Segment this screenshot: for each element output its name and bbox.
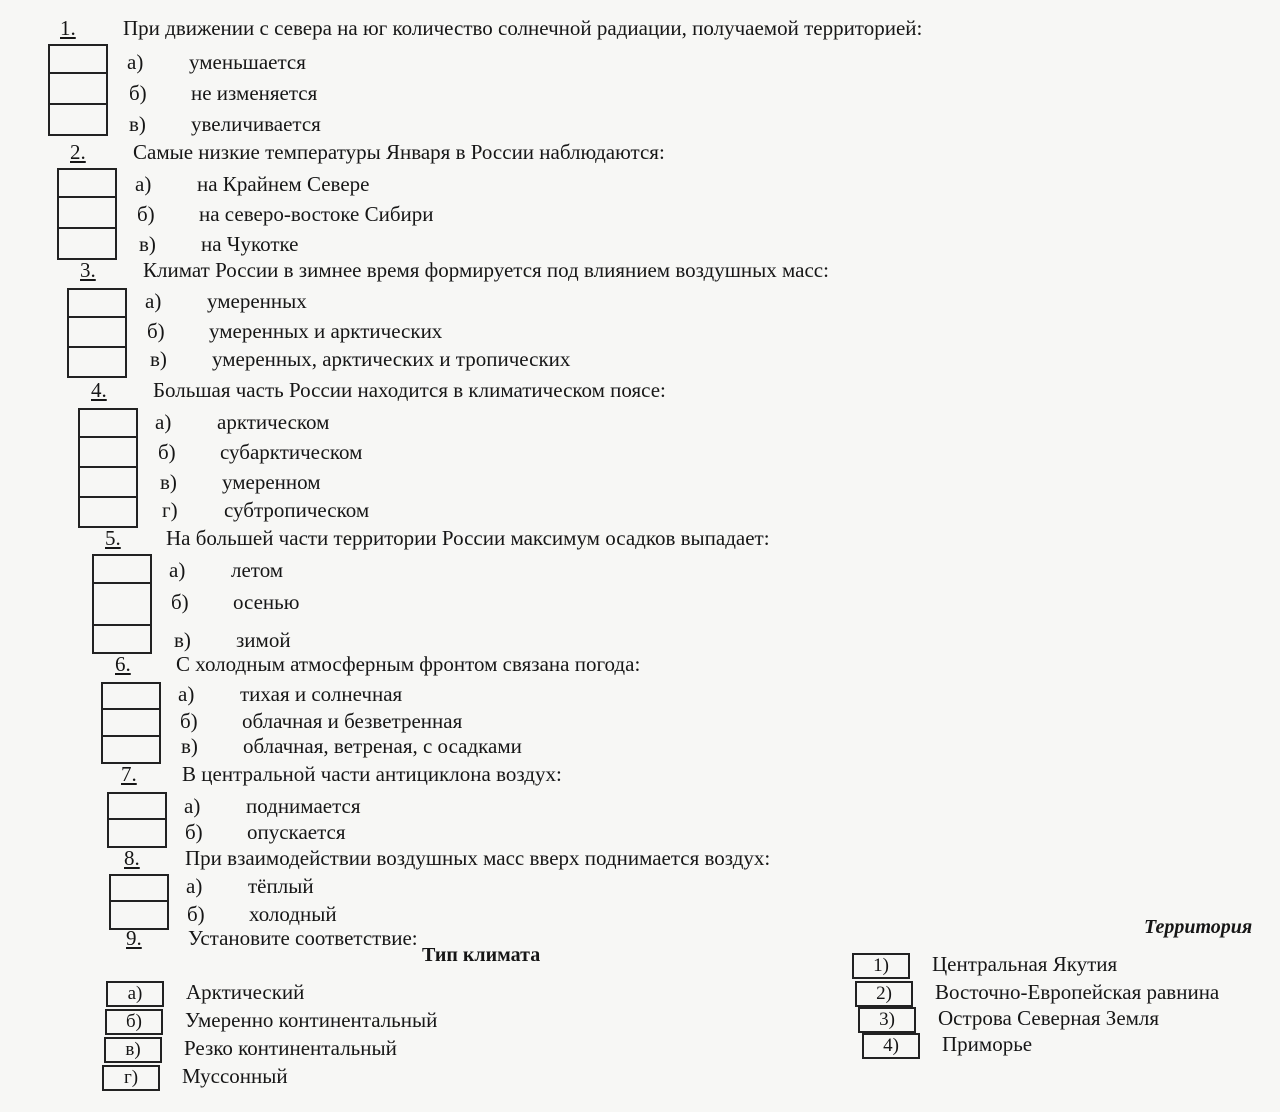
answer-box[interactable] bbox=[78, 468, 138, 498]
matching-right-text: Острова Северная Земля bbox=[938, 1006, 1160, 1030]
answer-box[interactable] bbox=[78, 498, 138, 528]
question-number: 7. bbox=[121, 762, 137, 786]
matching-right-row bbox=[855, 980, 1219, 1007]
matching-left-row bbox=[104, 1036, 397, 1063]
question-number: 6. bbox=[115, 652, 131, 676]
question-number: 5. bbox=[105, 526, 121, 550]
matching-left-text: Резко континентальный bbox=[184, 1036, 397, 1060]
matching-right-row bbox=[858, 1006, 1159, 1033]
option: б) облачная и безветренная bbox=[180, 709, 463, 733]
answer-boxes[interactable] bbox=[57, 168, 117, 260]
answer-boxes[interactable] bbox=[48, 44, 108, 136]
matching-left-label[interactable]: а) bbox=[106, 981, 164, 1007]
option: а) на Крайнем Севере bbox=[135, 172, 370, 196]
answer-box[interactable] bbox=[101, 710, 161, 737]
matching-right-label[interactable]: 3) bbox=[858, 1007, 916, 1033]
option: б) на северо-востоке Сибири bbox=[137, 202, 434, 226]
answer-box[interactable] bbox=[92, 584, 152, 626]
matching-right-label[interactable]: 1) bbox=[852, 953, 910, 979]
option: а) тёплый bbox=[186, 874, 314, 898]
question-text: Самые низкие температуры Января в России наблюдаются: bbox=[133, 140, 665, 164]
answer-box[interactable] bbox=[57, 198, 117, 229]
option: а) тихая и солнечная bbox=[178, 682, 403, 706]
question-number: 4. bbox=[91, 378, 107, 402]
option: б) не изменяется bbox=[129, 81, 318, 105]
matching-left-text: Муссонный bbox=[182, 1064, 288, 1088]
matching-right-row bbox=[862, 1032, 1032, 1059]
answer-box[interactable] bbox=[48, 105, 108, 136]
matching-left-row bbox=[102, 1064, 288, 1091]
matching-right-label[interactable]: 4) bbox=[862, 1033, 920, 1059]
answer-box[interactable] bbox=[67, 288, 127, 318]
matching-left-label[interactable]: в) bbox=[104, 1037, 162, 1063]
option: б) холодный bbox=[187, 902, 337, 926]
answer-box[interactable] bbox=[57, 229, 117, 260]
answer-box[interactable] bbox=[78, 438, 138, 468]
matching-left-text: Умеренно континентальный bbox=[185, 1008, 438, 1032]
answer-box[interactable] bbox=[67, 318, 127, 348]
answer-boxes[interactable] bbox=[92, 554, 152, 654]
answer-box[interactable] bbox=[57, 168, 117, 198]
matching-left-row bbox=[105, 1008, 437, 1035]
matching-right-text: Приморье bbox=[942, 1032, 1033, 1056]
question-number: 3. bbox=[80, 258, 96, 282]
question-text: При движении с севера на юг количество солнечной радиации, получаемой территорией: bbox=[123, 16, 923, 40]
option: г) субтропическом bbox=[162, 498, 370, 522]
answer-box[interactable] bbox=[48, 44, 108, 74]
question-number: 1. bbox=[60, 16, 76, 40]
answer-boxes[interactable] bbox=[78, 408, 138, 528]
matching-left-label[interactable]: б) bbox=[105, 1009, 163, 1035]
answer-box[interactable] bbox=[67, 348, 127, 378]
option: б) опускается bbox=[185, 820, 346, 844]
answer-box[interactable] bbox=[107, 820, 167, 848]
option: в) умеренном bbox=[160, 470, 321, 494]
matching-right-row bbox=[852, 952, 1117, 979]
answer-boxes[interactable] bbox=[109, 874, 169, 930]
option: а) уменьшается bbox=[127, 50, 306, 74]
option: в) зимой bbox=[174, 628, 291, 652]
answer-box[interactable] bbox=[109, 874, 169, 902]
question-text: Установите соответствие: bbox=[188, 926, 418, 950]
matching-right-text: Восточно-Европейская равнина bbox=[935, 980, 1220, 1004]
answer-box[interactable] bbox=[101, 737, 161, 764]
matching-right-title: Территория bbox=[1144, 916, 1253, 938]
question-number: 2. bbox=[70, 140, 86, 164]
matching-right-label[interactable]: 2) bbox=[855, 981, 913, 1007]
option: а) летом bbox=[169, 558, 284, 582]
answer-box[interactable] bbox=[92, 626, 152, 654]
answer-boxes[interactable] bbox=[107, 792, 167, 848]
option: в) облачная, ветреная, с осадками bbox=[181, 734, 522, 758]
option: в) на Чукотке bbox=[139, 232, 299, 256]
question-number: 8. bbox=[124, 846, 140, 870]
answer-box[interactable] bbox=[78, 408, 138, 438]
question-number: 9. bbox=[126, 926, 142, 950]
matching-left-label[interactable]: г) bbox=[102, 1065, 160, 1091]
matching-right-text: Центральная Якутия bbox=[932, 952, 1118, 976]
question-text: В центральной части антициклона воздух: bbox=[182, 762, 562, 786]
matching-left-text: Арктический bbox=[186, 980, 305, 1004]
question-text: Большая часть России находится в климатическом поясе: bbox=[153, 378, 666, 402]
question-text: Климат России в зимнее время формируется под влиянием воздушных масс: bbox=[143, 258, 829, 282]
option: в) умеренных, арктических и тропических bbox=[150, 347, 571, 371]
option: б) субарктическом bbox=[158, 440, 363, 464]
answer-box[interactable] bbox=[107, 792, 167, 820]
option: а) арктическом bbox=[155, 410, 330, 434]
question-text: При взаимодействии воздушных масс вверх поднимается воздух: bbox=[185, 846, 771, 870]
matching-left-title: Тип климата bbox=[422, 944, 541, 966]
answer-box[interactable] bbox=[101, 682, 161, 710]
question-text: На большей части территории России максимум осадков выпадает: bbox=[166, 526, 770, 550]
matching-left-row bbox=[106, 980, 304, 1007]
option: а) умеренных bbox=[145, 289, 307, 313]
answer-boxes[interactable] bbox=[101, 682, 161, 764]
question-text: С холодным атмосферным фронтом связана погода: bbox=[176, 652, 641, 676]
answer-boxes[interactable] bbox=[67, 288, 127, 378]
option: б) осенью bbox=[171, 590, 300, 614]
option: б) умеренных и арктических bbox=[147, 319, 443, 343]
answer-box[interactable] bbox=[92, 554, 152, 584]
option: в) увеличивается bbox=[129, 112, 321, 136]
answer-box[interactable] bbox=[48, 74, 108, 105]
option: а) поднимается bbox=[184, 794, 361, 818]
